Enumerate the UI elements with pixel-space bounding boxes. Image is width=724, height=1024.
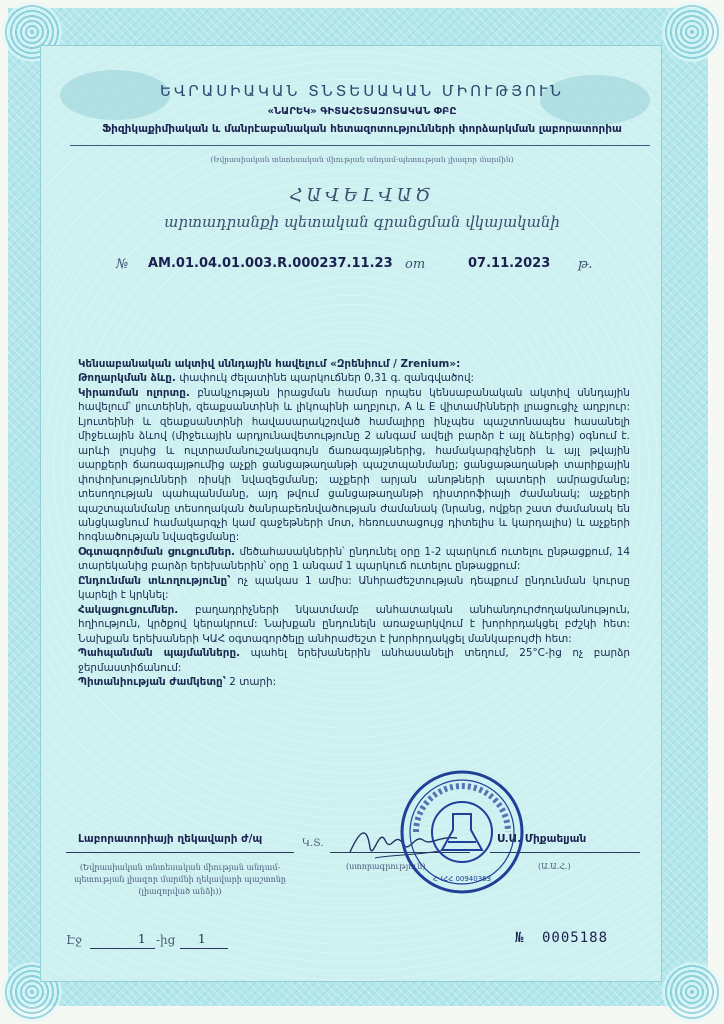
- certificate-date: 07.11.2023: [468, 256, 551, 271]
- corner-ornament-top-right: [662, 2, 722, 62]
- contraindications-label: Հակացուցումներ.: [78, 603, 179, 616]
- certificate-body: [78, 357, 630, 689]
- name-note: (Ա.Ա.Հ.): [538, 862, 571, 871]
- number-symbol: №: [116, 257, 129, 272]
- form-text: փափուկ ժելատինե պարկուճներ 0,31 գ. զանգվածով:: [175, 372, 475, 385]
- form-label: Թողարկման ձևը.: [78, 372, 176, 385]
- sheet-total: 1: [198, 932, 206, 946]
- shelf-life-text: 2 տարի:: [225, 675, 277, 688]
- usage-text: մեծահասակներին՝ ընդունել օրը 1-2 պարկուճ ուտելու ընթացքում, 14 տարեկանից բարձր երեխաներին՝ օրը 1 անգամ 1 պարկուճ ուտելու ընթացքում:: [78, 545, 630, 573]
- signer-name: Ս.Ա. Միքաելյան: [497, 833, 587, 845]
- sheet-total-line: [180, 948, 228, 949]
- usage-paragraph: [78, 545, 630, 574]
- shelf-life-label: Պիտանիության ժամկետը՝: [78, 675, 226, 688]
- contraindications-text: բաղադրիչների նկատմամբ անհատական անհանդուրժողականություն, հղիություն, կրծքով կերակրում: Նախքան ընդունելն առաջարկվում է խորհրդակցել բժշկի հետ: Նախքան երեխաների ԿԱՀ օգտագործելը անհրաժեշտ է խորհրդակցել մանկաբույժի հետ:: [78, 603, 630, 645]
- sheet-of-label: -ից: [156, 933, 176, 947]
- purpose-text: բնակչության իրացման համար որպես կենսաբանական ակտիվ սննդային հավելում՝ լյուտեինի, զեաքսանտինի և լիկոպինի աղբյուր, A և E վիտամինների լրացուցիչ աղբյուր: Լյուտեինի և զեաքսանտինի հավասարակշռված համալիրը ինչպես պաշտոնապես հասանելի միջեւային ձևով (միջեւային արդյունավետությունը 2 անգամ ավելի բարձր է այլ ձևերից) օգնում է. արևի լույսից և ուլտրամանուշակագույն ճառագայթներից, համակարգիչների և այլ թվային սարքերի ճառագայթումից աչքի ցանցաթաղանթի պաշտպանմանը; ցանցաթաղանթի տարիքային փոփոխությունների ռիսկի նվազեցմանը; աչքերի արյան անոթների պատերի ամրացմանը; տեսողության պահպանմանը, այդ թվում ցանցաթաղանթի դիստրոֆիայի ժամանակ; աչքերի պաշտպանմանը տեսողական ծանրաբեռնվածության ժամանակ (նրանց, ովքեր շատ ժամանակ են անցկացնում համակարգչի կամ գաջեթների մոտ, հեռուստացույց դիտելիս և կարդալիս) և աչքերի հոգնածության նվազեցմանը:: [78, 386, 630, 544]
- serial-number: 0005188: [542, 930, 609, 946]
- authority-subnote: (Եվրասիական տնտեսական միության անդամ-պետության լիազոր մարմին): [210, 155, 514, 164]
- duration-paragraph: [78, 574, 630, 603]
- union-title: ԵՎՐԱՍԻԱԿԱՆ ՏՆՏԵՍԱԿԱՆ ՄԻՈՒԹՅՈՒՆ: [160, 82, 564, 100]
- signature-note: (ստորագրություն): [346, 862, 426, 871]
- certificate-title: ՀԱՎԵԼՎԱԾ: [289, 185, 435, 206]
- laboratory-stamp: [398, 768, 526, 896]
- head-of-lab-label: Լաբորատորիայի ղեկավարի ժ/պ: [78, 833, 263, 845]
- storage-label: Պահպանման պայմանները.: [78, 647, 241, 660]
- storage-paragraph: [78, 646, 630, 675]
- stamp-number: ՀՎՀՀ 00940363: [432, 875, 492, 883]
- sheet-number: 1: [138, 932, 146, 946]
- purpose-paragraph: [78, 386, 630, 545]
- header-divider: [70, 145, 650, 146]
- storage-text: պահել երեխաներին անհասանելի տեղում, 25°C-ից ոչ բարձր ջերմաստիճանում:: [78, 647, 630, 674]
- registration-number: AM.01.04.01.003.R.000237.11.23: [148, 256, 393, 271]
- from-label: от: [405, 257, 426, 272]
- seal-place-label: Կ.Տ.: [302, 838, 324, 849]
- certificate-subtitle: արտադրանքի պետական գրանցման վկայականի: [164, 213, 560, 231]
- authority-position-note-text: (Եվրասիական տնտեսական միության անդամ-պետության լիազոր մարմնի ղեկավարի պաշտոնը (լիազորված անձի)): [73, 863, 287, 896]
- duration-label: Ընդունման տևողությունը՝: [78, 574, 231, 587]
- corner-ornament-bottom-right: [662, 962, 722, 1022]
- contraindications-paragraph: [78, 603, 630, 646]
- laboratory-name: Ֆիզիկաքիմիական և մանրէաբանական հետազոտությունների փորձարկման լաբորատորիա: [102, 123, 622, 135]
- sheet-label: Էջ: [66, 933, 82, 947]
- signature-line-left: [66, 852, 294, 853]
- purpose-label: Կիրառման ոլորտը.: [78, 386, 190, 399]
- year-suffix: թ.: [578, 257, 593, 272]
- authority-position-note: [66, 862, 294, 898]
- serial-symbol: №: [515, 930, 524, 946]
- organization-name: «ՆԱՐԵԿ» ԳԻՏԱՀԵՏԱԶՈՏԱԿԱՆ ՓԲԸ: [267, 106, 457, 117]
- product-label: Կենսաբանական ակտիվ սննդային հավելում «Զրենիում / Zrenium»:: [78, 358, 461, 370]
- product-paragraph: [78, 357, 630, 371]
- shelf-life-paragraph: [78, 675, 630, 689]
- sheet-no-line: [90, 948, 155, 949]
- usage-label: Օգտագործման ցուցումներ.: [78, 545, 236, 558]
- duration-text: ոչ պակաս 1 ամիս: Անհրաժեշտության դեպքում ընդունման կուրսը կարելի է կրկնել:: [78, 574, 631, 602]
- form-paragraph: [78, 371, 630, 385]
